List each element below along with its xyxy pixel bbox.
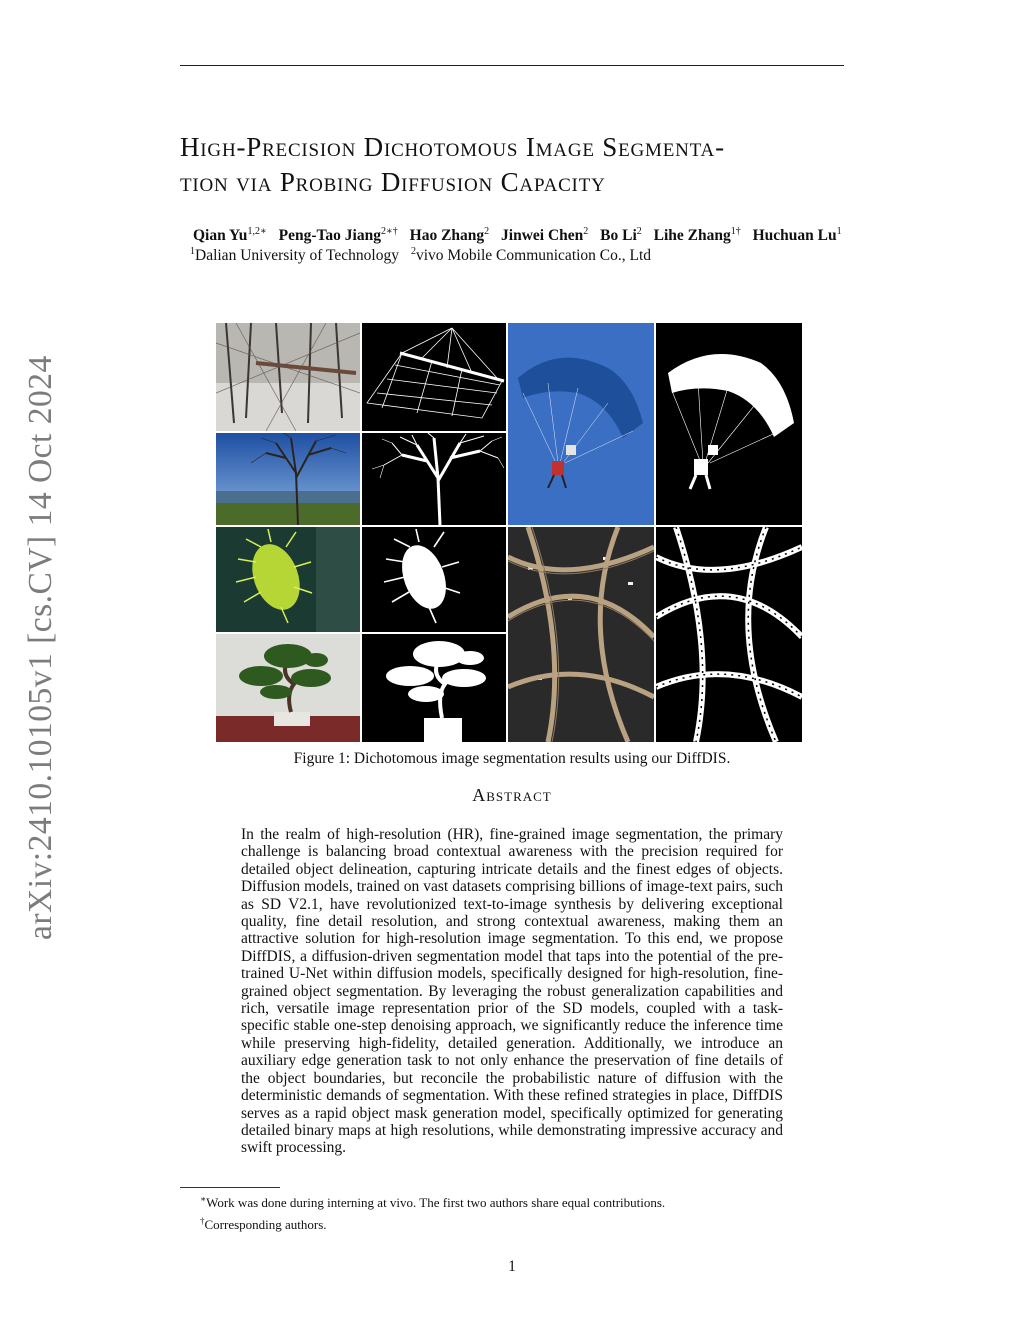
mask-hammock — [362, 323, 506, 431]
abstract-heading: Abstract — [472, 785, 552, 805]
photo-tree-harbour — [216, 433, 360, 525]
author: Lihe Zhang$^{1\dagger}$ — [653, 226, 741, 244]
mask-ceiling-sculpture — [656, 527, 802, 742]
author: Jinwei Chen$^2$ — [501, 226, 589, 244]
title-line-2: tion via Probing Diffusion Capacity — [180, 167, 606, 197]
footnote: †Corresponding authors. — [200, 1216, 327, 1232]
author: Qian $Yu^{1,2∗}$ — [193, 226, 267, 244]
footnote: ∗Work was done during interning at vivo. The first two authors share equal contributions. — [200, 1194, 666, 1210]
footnote-rule — [180, 1187, 280, 1188]
photo-paraglider — [508, 323, 654, 525]
photo-bonsai — [216, 634, 360, 742]
author: Hao Zhang$^2$ — [409, 226, 490, 244]
affiliations: $^1$Dalian University of Technology $^2$vivo Mobile Communication Co., Ltd — [190, 246, 652, 264]
mask-sea-anemone — [362, 527, 506, 632]
mask-paraglider — [656, 323, 802, 525]
affiliation: Dalian University of Technology — [195, 247, 399, 264]
author-list — [193, 226, 850, 245]
figure-caption: Figure 1: Dichotomous image segmentation results using our DiffDIS. — [293, 750, 731, 767]
author: Huchuan Lu$^1$ — [752, 226, 842, 244]
photo-snowy-forest — [216, 323, 360, 431]
figure-image-grid — [216, 323, 802, 742]
mask-tree — [362, 433, 506, 525]
page-number: 1 — [508, 1258, 516, 1275]
author: Peng-Tao Jiang$^{2∗\dagger}$ — [278, 226, 398, 244]
title-line-1: High-Precision Dichotomous Image Segmenta- — [180, 132, 725, 162]
footnotes — [200, 1190, 665, 1234]
affiliation: vivo Mobile Communication Co., Ltd — [415, 247, 652, 264]
mask-bonsai — [362, 634, 506, 742]
header-rule — [180, 65, 844, 66]
arxiv-stamp: arXiv:2410.10105v1 [cs.CV] 14 Oct 2024 — [22, 355, 59, 940]
paper-title — [180, 130, 870, 200]
photo-ceiling-sculpture — [508, 527, 654, 742]
photo-sea-anemone — [216, 527, 360, 632]
abstract-text: In the realm of high-resolution (HR), fine-grained image segmentation, the primary challenge is balancing broad contextual awareness with the precision required for detailed object delineation, capturing intricate details and the finest edges of objects. Diffusion models, trained on vast datasets comprising billions of image-text pairs, such as SD V2.1, have revolutionized text-to-image synthesis by delivering exceptional quality, fine detail resolution, and strong contextual awareness, making them an attractive solution for high-resolution image segmentation. To this end, we propose DiffDIS, a diffusion-driven segmentation model that taps into the potential of the pre-trained U-Net within diffusion models, specifically designed for high-resolution, fine-grained object segmentation. By leveraging the robust generalization capabilities and rich, versatile image representation prior of the SD models, coupled with a task-specific stable one-step denoising approach, we significantly reduce the inference time while preserving high-fidelity, detailed generation. Additionally, we introduce an auxiliary edge generation task to not only enhance the preservation of fine details of the object boundaries, but reconcile the probabilistic nature of diffusion with the deterministic demands of segmentation. With these refined strategies in place, DiffDIS serves as a rapid object mask generation model, specifically optimized for generating detailed binary maps at high resolutions, while demonstrating impressive accuracy and swift processing. — [241, 826, 783, 1157]
author: Bo Li$^2$ — [600, 226, 642, 244]
